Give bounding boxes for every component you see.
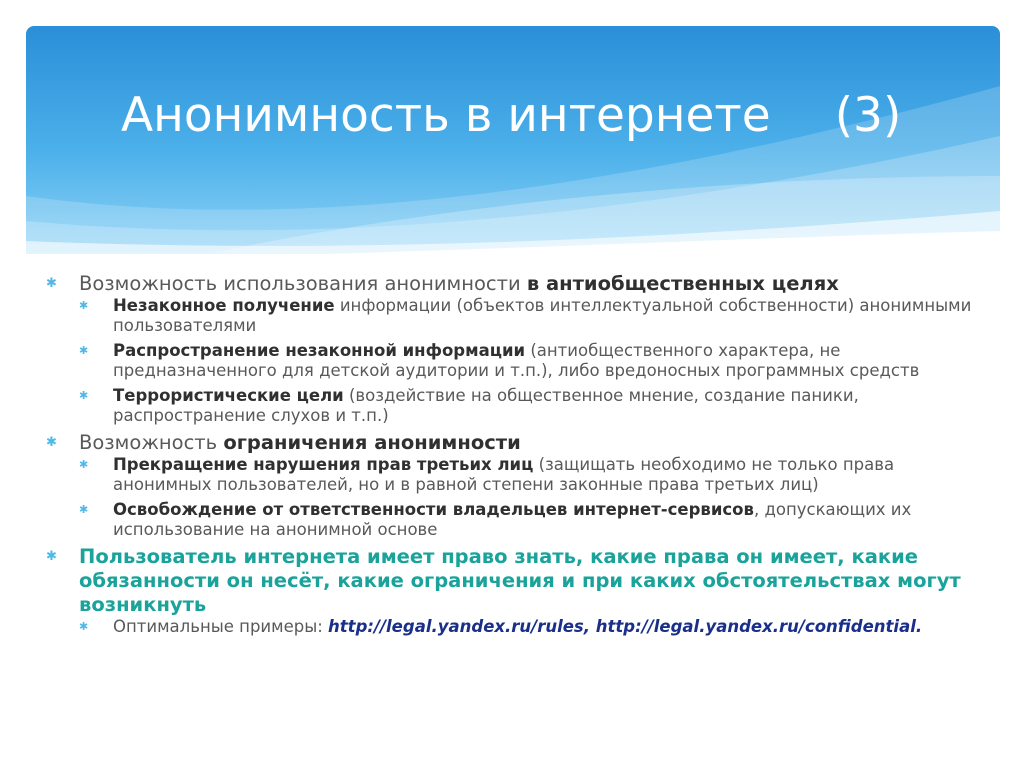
asterisk-bullet-icon: ✱ xyxy=(46,435,57,450)
bullet-text: Возможность использования анонимности xyxy=(79,272,527,295)
bullet-antisocial-use xyxy=(46,272,976,426)
bullet-text: Возможность xyxy=(79,431,224,454)
subbullet-text: (защищать необходимо не только права анонимных пользователей, но и в равной степени законные права третьих лиц) xyxy=(113,455,895,494)
subbullet-stop-violations xyxy=(79,455,976,495)
slide-number: (3) xyxy=(834,88,902,143)
title-banner xyxy=(26,26,1000,254)
link-end: . xyxy=(915,617,923,636)
bullet-limiting-anonymity xyxy=(46,431,976,540)
slide-content xyxy=(46,272,976,642)
asterisk-bullet-icon: ✱ xyxy=(79,620,89,633)
asterisk-bullet-icon: ✱ xyxy=(79,503,89,516)
subbullet-text: (воздействие на общественное мнение, создание паники, распространение слухов и т.п.) xyxy=(113,386,859,425)
subbullet-examples xyxy=(79,617,976,637)
asterisk-bullet-icon: ✱ xyxy=(79,344,89,357)
subbullet-bold: Прекращение нарушения прав третьих лиц xyxy=(113,455,534,474)
subbullet-text: (антиобщественного характера, не предназначенного для детской аудитории и т.п.), либо вредоносных программных средств xyxy=(113,341,920,380)
asterisk-bullet-icon: ✱ xyxy=(79,299,89,312)
subbullet-illegal-obtaining xyxy=(79,296,976,336)
bullet-user-rights xyxy=(46,545,976,637)
link-rules[interactable]: http://legal.yandex.ru/rules xyxy=(328,617,584,636)
subbullet-liability-exemption xyxy=(79,500,976,540)
subbullet-bold: Освобождение от ответственности владельцев интернет-сервисов xyxy=(113,500,754,519)
subbullet-text: информации (объектов интеллектуальной собственности) анонимными пользователями xyxy=(113,296,972,335)
asterisk-bullet-icon: ✱ xyxy=(79,389,89,402)
examples-label: Оптимальные примеры: xyxy=(113,617,329,636)
asterisk-bullet-icon: ✱ xyxy=(79,458,89,471)
asterisk-bullet-icon: ✱ xyxy=(46,549,57,564)
bullet-bold: в антиобщественных целях xyxy=(526,272,839,295)
asterisk-bullet-icon: ✱ xyxy=(46,276,57,291)
subbullet-bold: Незаконное получение xyxy=(113,296,335,315)
link-separator: , xyxy=(583,617,596,636)
subbullet-terrorist-goals xyxy=(79,386,976,426)
subbullet-bold: Террористические цели xyxy=(113,386,344,405)
link-confidential[interactable]: http://legal.yandex.ru/confidential xyxy=(595,617,916,636)
subbullet-bold: Распространение незаконной информации xyxy=(113,341,526,360)
bullet-bold: ограничения анонимности xyxy=(223,431,521,454)
subbullet-text: , допускающих их использование на анонимной основе xyxy=(113,500,912,539)
slide-title-text: Анонимность в интернете xyxy=(121,88,771,143)
subbullet-illegal-distribution xyxy=(79,341,976,381)
slide-title xyxy=(121,88,901,143)
bullet-highlight-text: Пользователь интернета имеет право знать, какие права он имеет, какие обязанности он несёт, какие ограничения и при каких обстоятельствах могут возникнуть xyxy=(79,545,961,616)
